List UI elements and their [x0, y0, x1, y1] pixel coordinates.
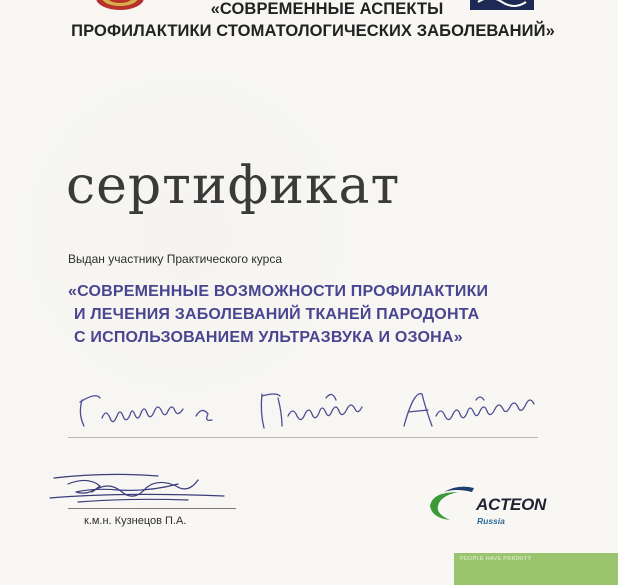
sponsor-brand: ACTEON [476, 495, 546, 514]
course-title [68, 280, 488, 349]
sponsor-region: Russia [477, 516, 505, 526]
certificate-heading: сертификат [66, 156, 401, 216]
course-title-line-2: И ЛЕЧЕНИЯ ЗАБОЛЕВАНИЙ ТКАНЕЙ ПАРОДОНТА [74, 306, 480, 323]
sponsor-tagline: PEOPLE HAVE PRIORITY [460, 556, 532, 562]
event-title [0, 0, 618, 42]
sponsor-green-band [454, 553, 618, 585]
issued-to-label: Выдан участнику Практического курса [68, 252, 282, 266]
recipient-name-handwritten [76, 386, 546, 436]
signature-line [68, 508, 236, 509]
event-title-line-2: ПРОФИЛАКТИКИ СТОМАТОЛОГИЧЕСКИХ ЗАБОЛЕВАНИЙ» [71, 22, 555, 40]
signatory-signature [48, 462, 228, 510]
event-title-line-1: «СОВРЕМЕННЫЕ АСПЕКТЫ [210, 0, 444, 18]
course-title-line-3: С ИСПОЛЬЗОВАНИЕМ УЛЬТРАЗВУКА И ОЗОНА» [74, 329, 463, 346]
recipient-name-underline [68, 437, 538, 438]
signatory-name: к.м.н. Кузнецов П.А. [84, 515, 187, 527]
course-title-line-1: «СОВРЕМЕННЫЕ ВОЗМОЖНОСТИ ПРОФИЛАКТИКИ [68, 283, 489, 300]
